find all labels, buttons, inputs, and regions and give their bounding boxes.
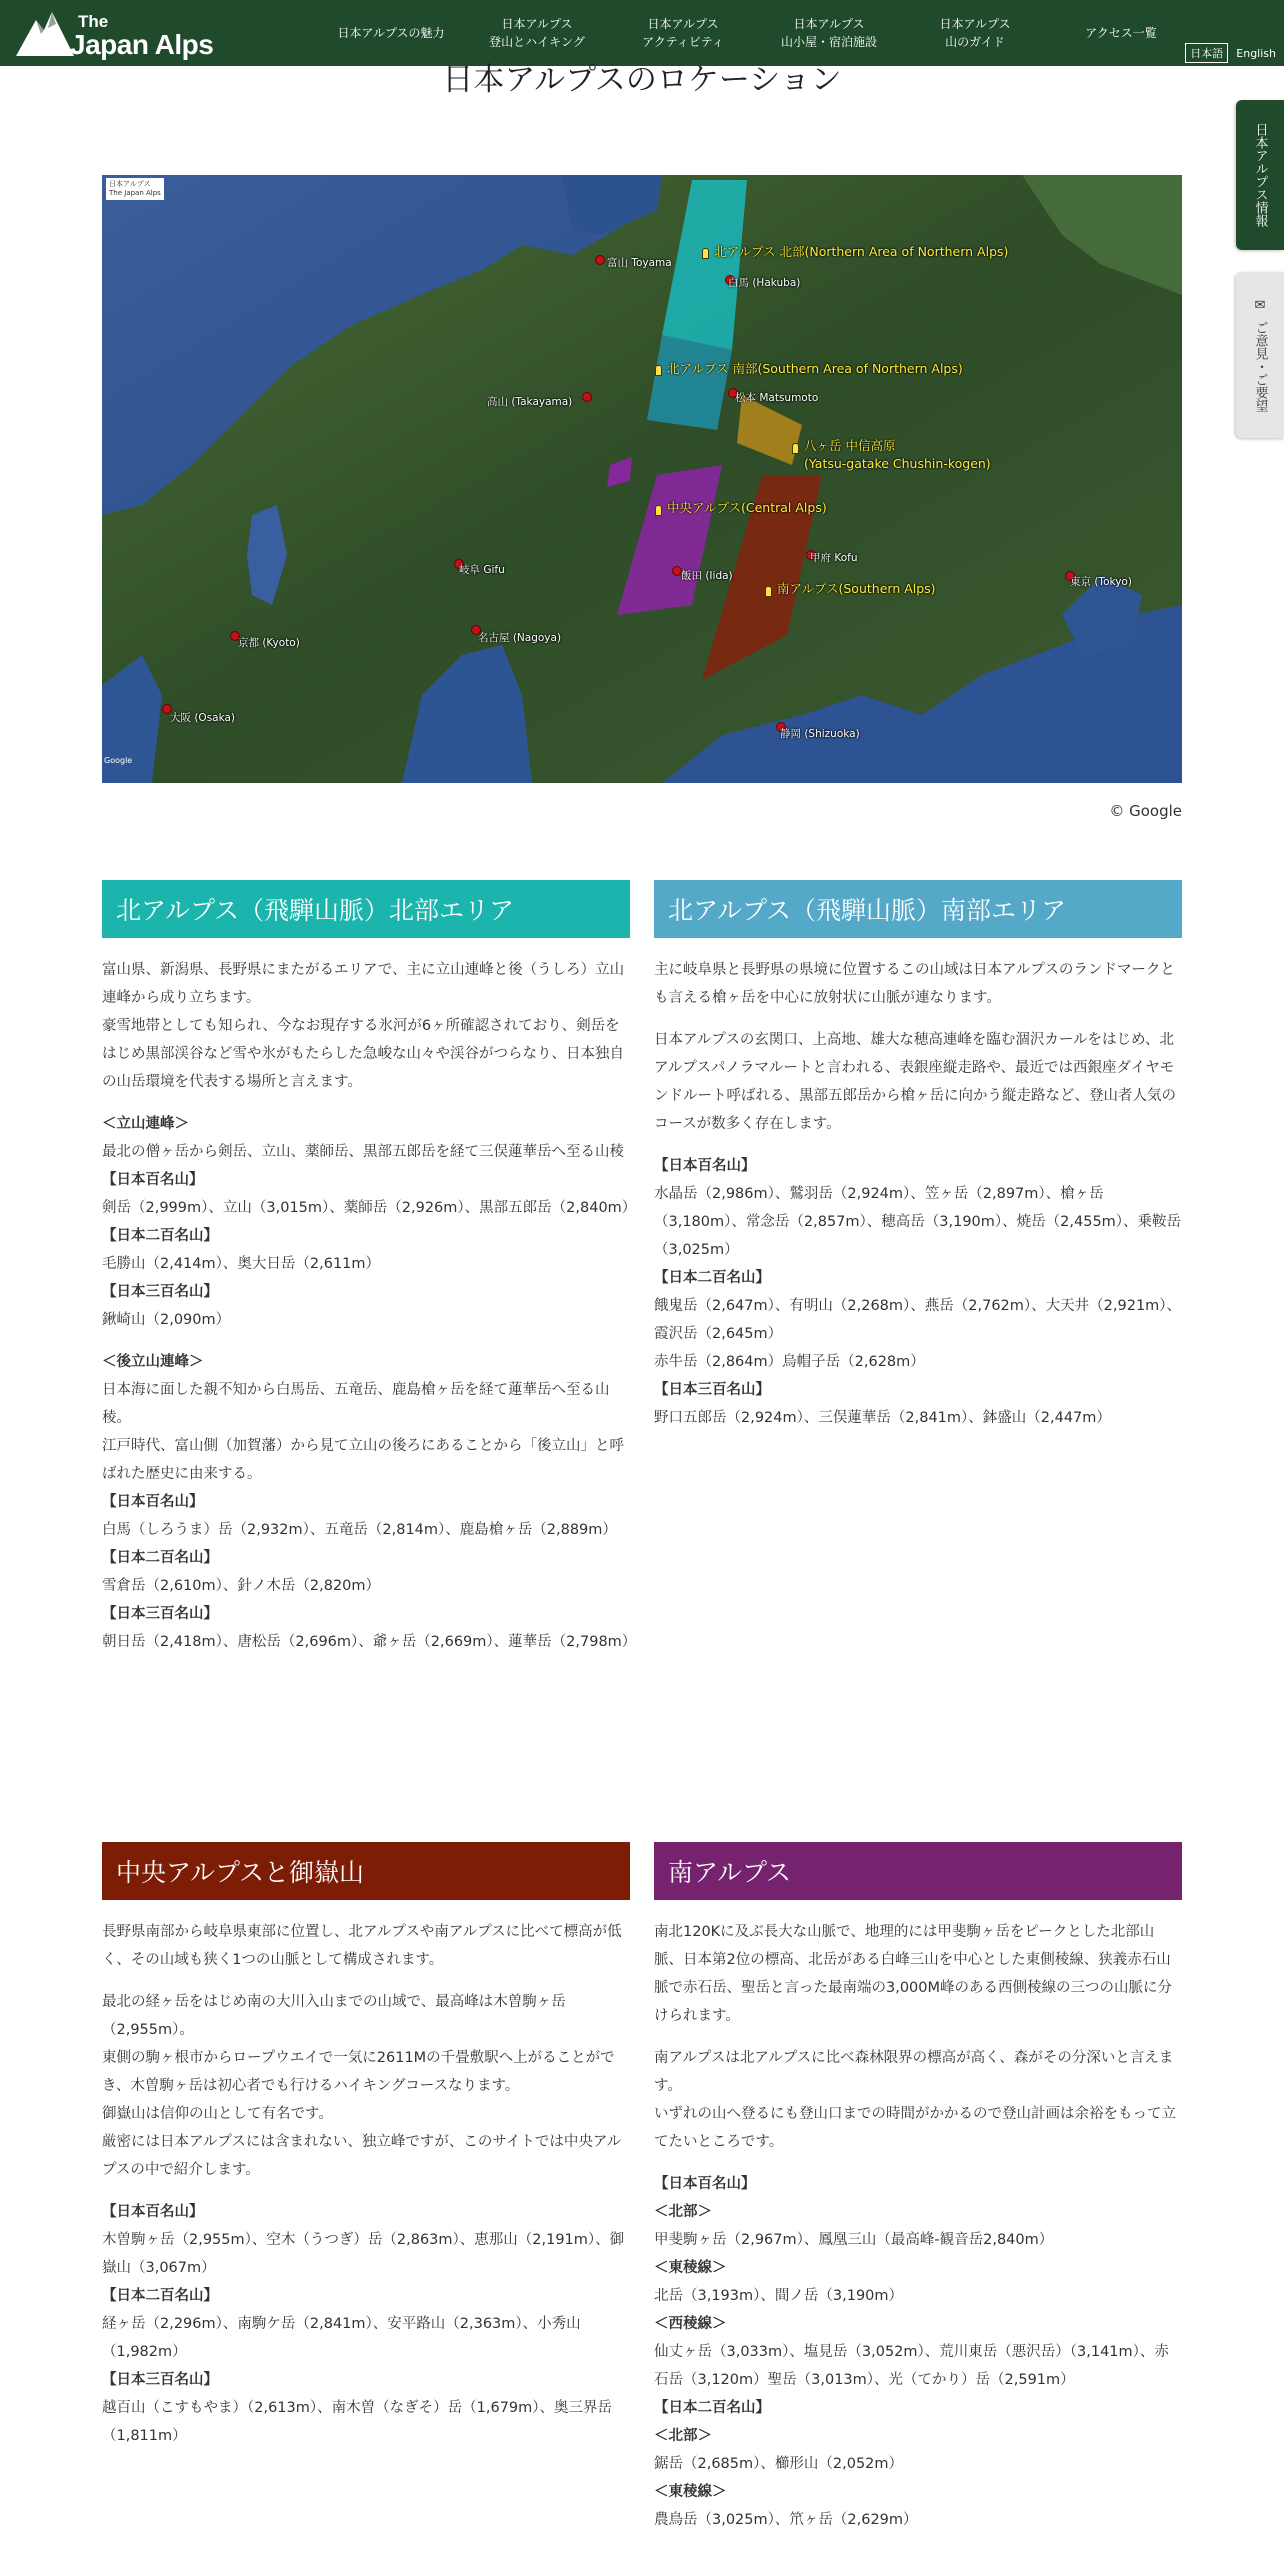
nav-label: 日本アルプス [939, 17, 1011, 31]
area-marker-icon [792, 443, 799, 454]
mountain-list: 白馬（しろうま）岳（2,932m）、五竜岳（2,814m）、鹿島槍ヶ岳（2,889m） [102, 1522, 617, 1538]
city-label-tokyo: 東京 (Tokyo) [1070, 576, 1132, 588]
map-google-watermark: Google [104, 756, 133, 765]
mountain-list: 赤牛岳（2,864m）烏帽子岳（2,628m） [654, 1354, 925, 1370]
rank-heading: 【日本三百名山】 [102, 1284, 218, 1300]
paragraph: 主に岐阜県と長野県の県境に位置するこの山域は日本アルプスのランドマークとも言える槍ヶ岳を中心に放射状に山脈が連なります。 [654, 962, 1175, 1006]
mountain-list: 毛勝山（2,414m）、奥大日岳（2,611m） [102, 1256, 381, 1272]
paragraph: 長野県南部から岐阜県東部に位置し、北アルプスや南アルプスに比べて標高が低く、その山域も狭く1つの山脈として構成されます。 [102, 1924, 622, 1968]
paragraph: 江戸時代、富山側（加賀藩）から見て立山の後ろにあることから「後立山」と呼ばれた歴史に由来する。 [102, 1438, 624, 1482]
city-label-gifu: 岐阜 Gifu [459, 564, 505, 576]
section-body [102, 1918, 630, 2450]
nav-label: 日本アルプスの魅力 [337, 26, 445, 40]
city-label-toyama: 富山 Toyama [607, 257, 672, 269]
rank-heading: 【日本二百名山】 [102, 1228, 218, 1244]
mountain-list: 木曽駒ヶ岳（2,955m）、空木（うつぎ）岳（2,863m）、恵那山（2,191m）、御嶽山（3,067m） [102, 2232, 625, 2276]
paragraph: 富山県、新潟県、長野県にまたがるエリアで、主に立山連峰と後（うしろ）立山連峰から成り立ちます。 [102, 962, 625, 1006]
page-title: 日本アルプスのロケーション [442, 62, 842, 98]
nav-sublabel: 山小屋・宿泊施設 [780, 35, 877, 49]
mountain-list: 雪倉岳（2,610m）、針ノ木岳（2,820m） [102, 1578, 381, 1594]
nav-label: 日本アルプス [793, 17, 865, 31]
rank-heading: 【日本三百名山】 [102, 1606, 218, 1622]
rank-heading: 【日本百名山】 [654, 2176, 756, 2192]
mountain-list: 野口五郎岳（2,924m）、三俣蓮華岳（2,841m）、鉢盛山（2,447m） [654, 1410, 1111, 1426]
city-pin-icon [595, 255, 605, 265]
area-marker-icon [702, 248, 709, 259]
paragraph: 御嶽山は信仰の山として有名です。 [102, 2106, 333, 2122]
section-body [654, 956, 1182, 1432]
mountain-list: 水晶岳（2,986m）、鷲羽岳（2,924m）、笠ヶ岳（2,897m）、槍ヶ岳（3,180m）、常念岳（2,857m）、穂高岳（3,190m）、焼岳（2,455m）、乗鞍岳（3,025m） [654, 1186, 1182, 1258]
area-label-yatsu-en: (Yatsu-gatake Chushin-kogen) [804, 456, 991, 471]
section-body [102, 956, 637, 1656]
mountain-list: 北岳（3,193m）、間ノ岳（3,190m） [654, 2288, 904, 2304]
city-label-iida: 飯田 (Iida) [681, 570, 733, 582]
rank-heading: 【日本百名山】 [654, 1158, 756, 1174]
mountain-list: 甲斐駒ヶ岳（2,967m）、鳳凰三山（最高峰-観音岳2,840m） [654, 2232, 1054, 2248]
area-marker-icon [765, 586, 772, 597]
nav-label: アクセス一覧 [1085, 26, 1157, 40]
section-central [102, 1842, 630, 2450]
mountain-list: 経ヶ岳（2,296m）、南駒ケ岳（2,841m）、安平路山（2,363m）、小秀山（1,982m） [102, 2316, 581, 2360]
logo-text-the: The [78, 12, 109, 31]
paragraph: 南北120Kに及ぶ長大な山脈で、地理的には甲斐駒ヶ岳をピークとした北部山脈、日本第2位の標高、北岳がある白峰三山を中心とした東側稜線、狭義赤石山脈で赤石岳、聖岳と言った最南端の3,000M峰のある西側稜線の三つの山脈に分けられます。 [654, 1924, 1173, 2024]
paragraph: 最北の僧ヶ岳から剣岳、立山、薬師岳、黒部五郎岳を経て三俣蓮華岳へ至る山稜 [102, 1144, 624, 1160]
city-label-osaka: 大阪 (Osaka) [170, 712, 236, 724]
section-heading: 南アルプス [654, 1842, 1182, 1900]
area-label-north-north: 北アルプス 北部(Northern Area of Northern Alps) [714, 244, 1009, 259]
sub-heading: ＜北部＞ [654, 2204, 712, 2220]
city-label-kyoto: 京都 (Kyoto) [238, 637, 300, 649]
paragraph: 最北の経ヶ岳をはじめ南の大川入山までの山域で、最高峰は木曽駒ヶ岳（2,955m）。 [102, 1994, 566, 2038]
area-label-yatsu: 八ヶ岳 中信高原 [804, 438, 896, 453]
city-label-nagoya: 名古屋 (Nagoya) [478, 632, 562, 644]
paragraph: 日本海に面した親不知から白馬岳、五竜岳、鹿島槍ヶ岳を経て蓮華岳へ至る山稜。 [102, 1382, 610, 1426]
mountain-list: 鋸岳（2,685m）、櫛形山（2,052m） [654, 2456, 904, 2472]
rank-heading: 【日本二百名山】 [654, 2400, 770, 2416]
rank-heading: 【日本二百名山】 [102, 1550, 218, 1566]
lang-english-button[interactable]: English [1236, 46, 1276, 60]
nav-label: 日本アルプス [647, 17, 719, 31]
sub-heading: ＜後立山連峰＞ [102, 1354, 204, 1370]
rank-heading: 【日本二百名山】 [102, 2288, 218, 2304]
side-tab-info-label: 日本アルプス情報 [1252, 123, 1268, 227]
section-heading: 北アルプス（飛騨山脈）南部エリア [654, 880, 1182, 938]
sub-heading: ＜東稜線＞ [654, 2260, 727, 2276]
mountain-list: 越百山（こすもやま）（2,613m）、南木曽（なぎそ）岳（1,679m）、奥三界岳（1,811m） [102, 2400, 613, 2444]
rank-heading: 【日本三百名山】 [654, 1382, 770, 1398]
mountain-list: 鍬崎山（2,090m） [102, 1312, 231, 1328]
city-label-kofu: 甲府 Kofu [810, 552, 858, 564]
area-marker-icon [655, 505, 662, 516]
section-heading: 中央アルプスと御嶽山 [102, 1842, 630, 1900]
section-north-south [654, 880, 1182, 1432]
side-tab-info[interactable] [1236, 100, 1284, 250]
area-label-central: 中央アルプス(Central Alps) [667, 500, 827, 515]
sub-heading: ＜北部＞ [654, 2428, 712, 2444]
section-body [654, 1918, 1182, 2534]
map-badge-sub: The Japan Alps [109, 189, 161, 197]
logo-text-name: Japan Alps [70, 29, 214, 60]
mountain-list: 朝日岳（2,418m）、唐松岳（2,696m）、爺ヶ岳（2,669m）、蓮華岳（2,798m） [102, 1634, 637, 1650]
rank-heading: 【日本百名山】 [102, 1172, 204, 1188]
paragraph: いずれの山へ登るにも登山口までの時間がかかるので登山計画は余裕をもって立てたいところです。 [654, 2106, 1176, 2150]
mountain-list: 餓鬼岳（2,647m）、有明山（2,268m）、燕岳（2,762m）、大天井（2,921m）、霞沢岳（2,645m） [654, 1298, 1182, 1342]
city-label-takayama: 高山 (Takayama) [487, 396, 573, 408]
nav-sublabel: 山のガイド [945, 35, 1005, 49]
site-logo[interactable] [14, 6, 224, 60]
mountain-list: 農鳥岳（3,025m）、笊ヶ岳（2,629m） [654, 2512, 918, 2528]
mountain-list: 仙丈ヶ岳（3,033m）、塩見岳（3,052m）、荒川東岳（悪沢岳）（3,141m）、赤石岳（3,120m）聖岳（3,013m）、光（てかり）岳（2,591m） [654, 2344, 1169, 2388]
rank-heading: 【日本百名山】 [102, 1494, 204, 1510]
mail-icon: ✉ [1254, 298, 1266, 313]
sub-heading: ＜東稜線＞ [654, 2484, 727, 2500]
city-label-shizuoka: 静岡 (Shizuoka) [780, 728, 860, 740]
lang-japanese-button[interactable]: 日本語 [1185, 43, 1228, 63]
section-heading: 北アルプス（飛騨山脈）北部エリア [102, 880, 630, 938]
paragraph: 豪雪地帯としても知られ、今なお現存する氷河が6ヶ所確認されており、剣岳をはじめ黒部渓谷など雪や氷がもたらした急峻な山々や渓谷がつらなり、日本独自の山岳環境を代表する場所と言えます。 [102, 1018, 624, 1090]
sub-heading: ＜西稜線＞ [654, 2316, 727, 2332]
rank-heading: 【日本二百名山】 [654, 1270, 770, 1286]
mountain-list: 剣岳（2,999m）、立山（3,015m）、薬師岳（2,926m）、黒部五郎岳（2,840m） [102, 1200, 637, 1216]
nav-sublabel: 登山とハイキング [489, 35, 585, 49]
rank-heading: 【日本三百名山】 [102, 2372, 218, 2388]
section-north-north [102, 880, 637, 1656]
city-label-hakuba: 白馬 (Hakuba) [728, 277, 801, 289]
map-badge-title: 日本アルプス [109, 180, 151, 188]
nav-label: 日本アルプス [501, 17, 573, 31]
paragraph: 南アルプスは北アルプスに比べ森林限界の標高が高く、森がその分深いと言えます。 [654, 2050, 1174, 2094]
area-label-north-south: 北アルプス 南部(Southern Area of Northern Alps) [667, 361, 963, 376]
sub-heading: ＜立山連峰＞ [102, 1116, 189, 1132]
area-label-southern: 南アルプス(Southern Alps) [777, 581, 936, 596]
location-map[interactable] [102, 175, 1182, 783]
area-marker-icon [655, 365, 662, 376]
nav-sublabel: アクティビティ [642, 35, 724, 49]
section-southern [654, 1842, 1182, 2534]
map-copyright: © Google [1109, 802, 1182, 820]
rank-heading: 【日本百名山】 [102, 2204, 204, 2220]
side-tab-feedback[interactable] [1236, 272, 1284, 438]
paragraph: 日本アルプスの玄関口、上高地、雄大な穂高連峰を臨む涸沢カールをはじめ、北アルプスパノラマルートと言われる、表銀座縦走路や、最近では西銀座ダイヤモンドルート呼ばれる、黒部五郎岳から槍ヶ岳に向かう縦走路など、登山者人気のコースが数多く存在します。 [654, 1032, 1176, 1132]
side-tab-feedback-label: ご意見・ご要望 [1252, 321, 1268, 412]
paragraph: 厳密には日本アルプスには含まれない、独立峰ですが、このサイトでは中央アルプスの中で紹介します。 [102, 2134, 622, 2178]
map-legend-badge [106, 178, 164, 200]
paragraph: 東側の駒ヶ根市からロープウエイで一気に2611Mの千畳敷駅へ上がることができ、木曽駒ヶ岳は初心者でも行けるハイキングコースなります。 [102, 2050, 615, 2094]
city-label-matsumoto: 松本 Matsumoto [735, 392, 819, 404]
city-pin-icon [582, 392, 592, 402]
